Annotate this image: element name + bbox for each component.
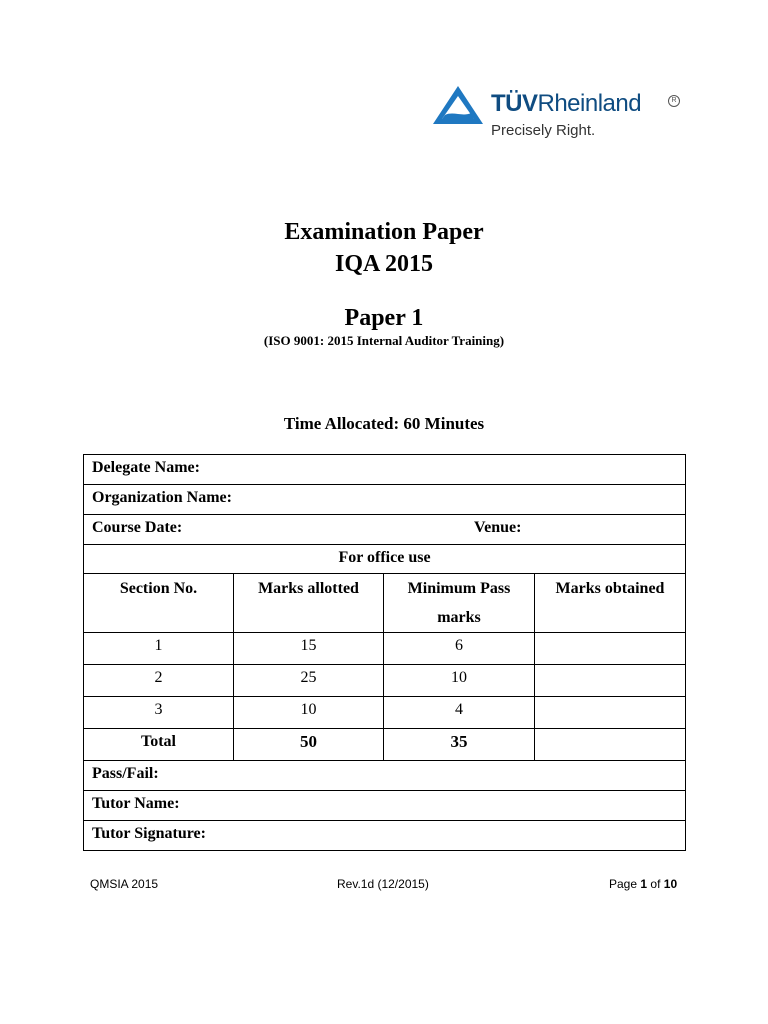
obtained-cell[interactable] xyxy=(535,633,686,665)
tutor-name-label: Tutor Name: xyxy=(92,795,180,812)
allotted-cell: 10 xyxy=(234,697,384,729)
exam-details-table xyxy=(83,454,686,851)
pass-fail-label: Pass/Fail: xyxy=(92,765,159,782)
section-cell: 3 xyxy=(84,697,234,729)
pass-fail-field[interactable] xyxy=(84,761,686,791)
venue-label: Venue: xyxy=(474,519,522,536)
tuv-rheinland-logo xyxy=(431,84,691,144)
page-total: 10 xyxy=(663,877,678,891)
allotted-cell: 15 xyxy=(234,633,384,665)
total-obtained[interactable] xyxy=(535,729,686,761)
time-allocated: Time Allocated: 60 Minutes xyxy=(283,414,485,433)
footer-page-number xyxy=(609,876,677,892)
col-section-no: Section No. xyxy=(84,574,234,633)
col-min-pass-marks: Minimum Pass marks xyxy=(384,574,535,633)
delegate-name-field[interactable] xyxy=(84,455,686,485)
registered-mark-icon: R xyxy=(668,95,680,107)
logo-brand-text xyxy=(491,90,641,118)
allotted-cell: 25 xyxy=(234,665,384,697)
office-use-header: For office use xyxy=(84,545,686,574)
logo-tagline: Precisely Right. xyxy=(491,122,596,139)
obtained-cell[interactable] xyxy=(535,665,686,697)
min-pass-cell: 6 xyxy=(384,633,535,665)
organization-name-label: Organization Name: xyxy=(92,489,232,506)
min-pass-cell: 4 xyxy=(384,697,535,729)
tutor-name-field[interactable] xyxy=(84,791,686,821)
triangle-logo-icon xyxy=(431,84,485,126)
total-label: Total xyxy=(84,729,234,761)
total-min-pass: 35 xyxy=(384,729,535,761)
title-line2: IQA 2015 xyxy=(334,251,433,277)
logo-brand-light: Rheinland xyxy=(537,90,642,117)
table-row xyxy=(84,633,686,665)
footer-revision: Rev.1d (12/2015) xyxy=(337,877,429,891)
section-cell: 1 xyxy=(84,633,234,665)
page-current: 1 xyxy=(640,877,648,891)
table-row xyxy=(84,665,686,697)
logo-brand-bold: TÜV xyxy=(491,90,538,117)
total-row xyxy=(84,729,686,761)
section-cell: 2 xyxy=(84,665,234,697)
footer-doc-code: QMSIA 2015 xyxy=(90,877,159,891)
course-date-field[interactable] xyxy=(84,515,686,545)
col-marks-allotted: Marks allotted xyxy=(234,574,384,633)
page-prefix: Page xyxy=(609,877,638,891)
table-row xyxy=(84,697,686,729)
paper-subtitle: (ISO 9001: 2015 Internal Auditor Training) xyxy=(263,333,505,348)
title-line1: Examination Paper xyxy=(284,219,484,245)
tutor-signature-label: Tutor Signature: xyxy=(92,825,206,842)
delegate-name-label: Delegate Name: xyxy=(92,459,200,476)
paper-title: Paper 1 xyxy=(344,305,424,331)
min-pass-cell: 10 xyxy=(384,665,535,697)
course-date-label: Course Date: xyxy=(92,519,183,536)
col-marks-obtained: Marks obtained xyxy=(535,574,686,633)
organization-name-field[interactable] xyxy=(84,485,686,515)
obtained-cell[interactable] xyxy=(535,697,686,729)
total-allotted: 50 xyxy=(234,729,384,761)
page-of: of xyxy=(650,877,661,891)
tutor-signature-field[interactable] xyxy=(84,821,686,851)
